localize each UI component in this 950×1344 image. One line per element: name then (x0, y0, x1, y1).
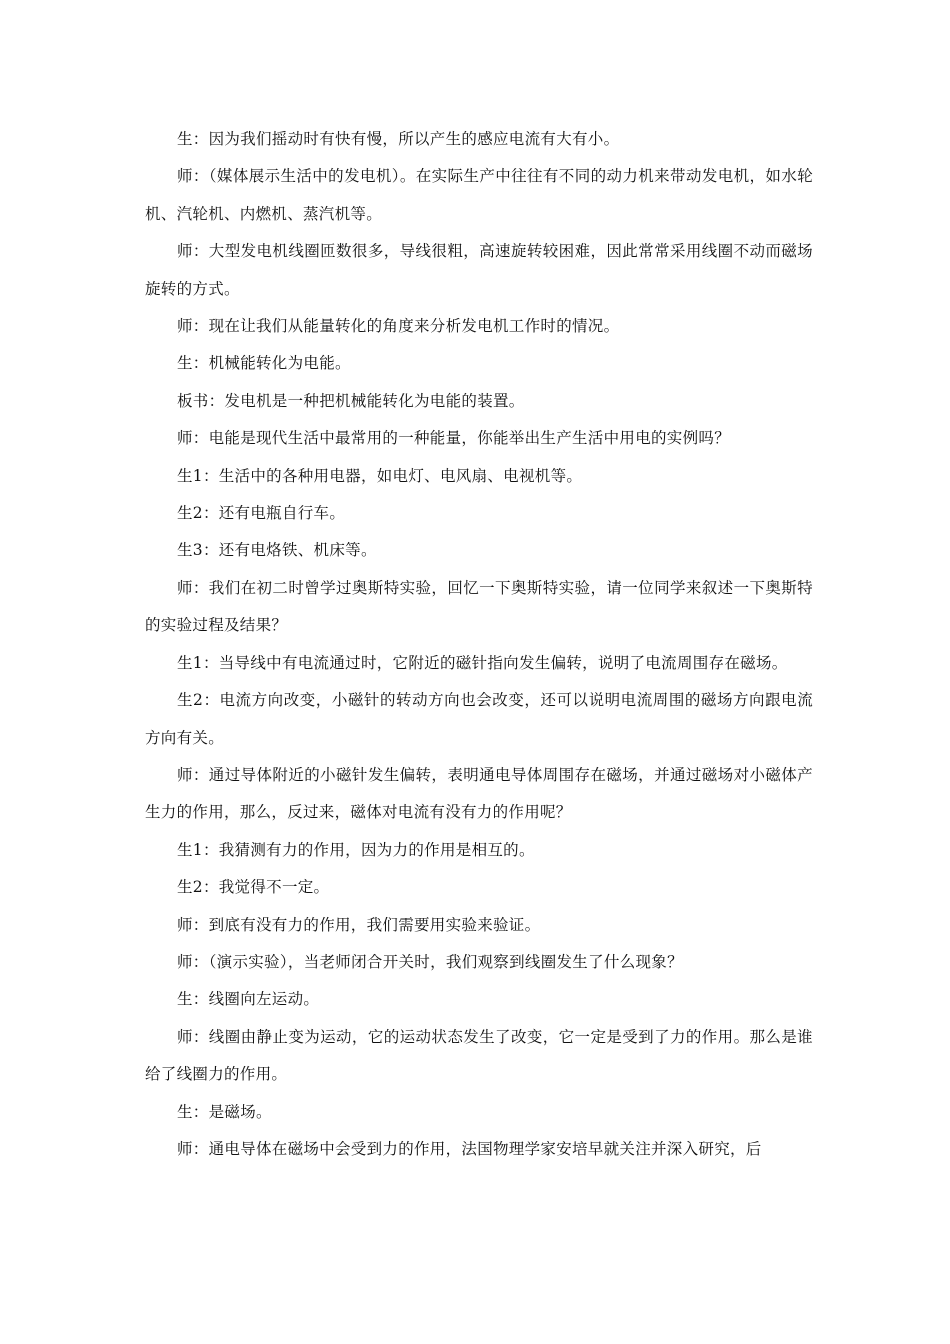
paragraph: 师：通过导体附近的小磁针发生偏转，表明通电导体周围存在磁场，并通过磁场对小磁体产生力的作用，那么，反过来，磁体对电流有没有力的作用呢？ (145, 765, 813, 822)
paragraph: 师：（演示实验），当老师闭合开关时，我们观察到线圈发生了什么现象？ (177, 952, 683, 971)
paragraph: 生：是磁场。 (177, 1102, 272, 1121)
paragraph: 生：因为我们摇动时有快有慢，所以产生的感应电流有大有小。 (177, 130, 620, 148)
paragraph: 板书：发电机是一种把机械能转化为电能的装置。 (177, 391, 525, 410)
paragraph: 生1：生活中的各种用电器，如电灯、电风扇、电视机等。 (177, 466, 583, 485)
paragraph: 师：线圈由静止变为运动，它的运动状态发生了改变，它一定是受到了力的作用。那么是谁给了线圈力的作用。 (145, 1027, 813, 1084)
paragraph: 师：现在让我们从能量转化的角度来分析发电机工作时的情况。 (177, 317, 620, 336)
paragraph: 师：通电导体在磁场中会受到力的作用，法国物理学家安培早就关注并深入研究，后 (177, 1139, 762, 1158)
paragraph: 师：电能是现代生活中最常用的一种能量，你能举出生产生活中用电的实例吗？ (177, 429, 731, 448)
paragraph: 生：线圈向左运动。 (177, 990, 320, 1009)
paragraph: 生1：我猜测有力的作用，因为力的作用是相互的。 (177, 840, 535, 859)
paragraph: 师：（媒体展示生活中的发电机）。在实际生产中往往有不同的动力机来带动发电机，如水轮机、汽轮机、内燃机、蒸汽机等。 (145, 167, 813, 223)
paragraph: 生2：我觉得不一定。 (177, 878, 330, 897)
paragraph: 师：大型发电机线圈匝数很多，导线很粗，高速旋转较困难，因此常常采用线圈不动而磁场旋转的方式。 (145, 242, 813, 298)
paragraph: 生：机械能转化为电能。 (177, 354, 351, 373)
paragraph: 生2：还有电瓶自行车。 (177, 504, 346, 523)
paragraph: 生3：还有电烙铁、机床等。 (177, 541, 377, 560)
paragraph: 师：到底有没有力的作用，我们需要用实验来验证。 (177, 915, 541, 934)
lesson-transcript (145, 121, 813, 1168)
paragraph: 师：我们在初二时曾学过奥斯特实验，回忆一下奥斯特实验，请一位同学来叙述一下奥斯特的实验过程及结果？ (145, 578, 813, 635)
paragraph: 生1：当导线中有电流通过时，它附近的磁针指向发生偏转，说明了电流周围存在磁场。 (177, 653, 788, 672)
paragraph: 生2：电流方向改变，小磁针的转动方向也会改变，还可以说明电流周围的磁场方向跟电流方向有关。 (145, 691, 813, 747)
